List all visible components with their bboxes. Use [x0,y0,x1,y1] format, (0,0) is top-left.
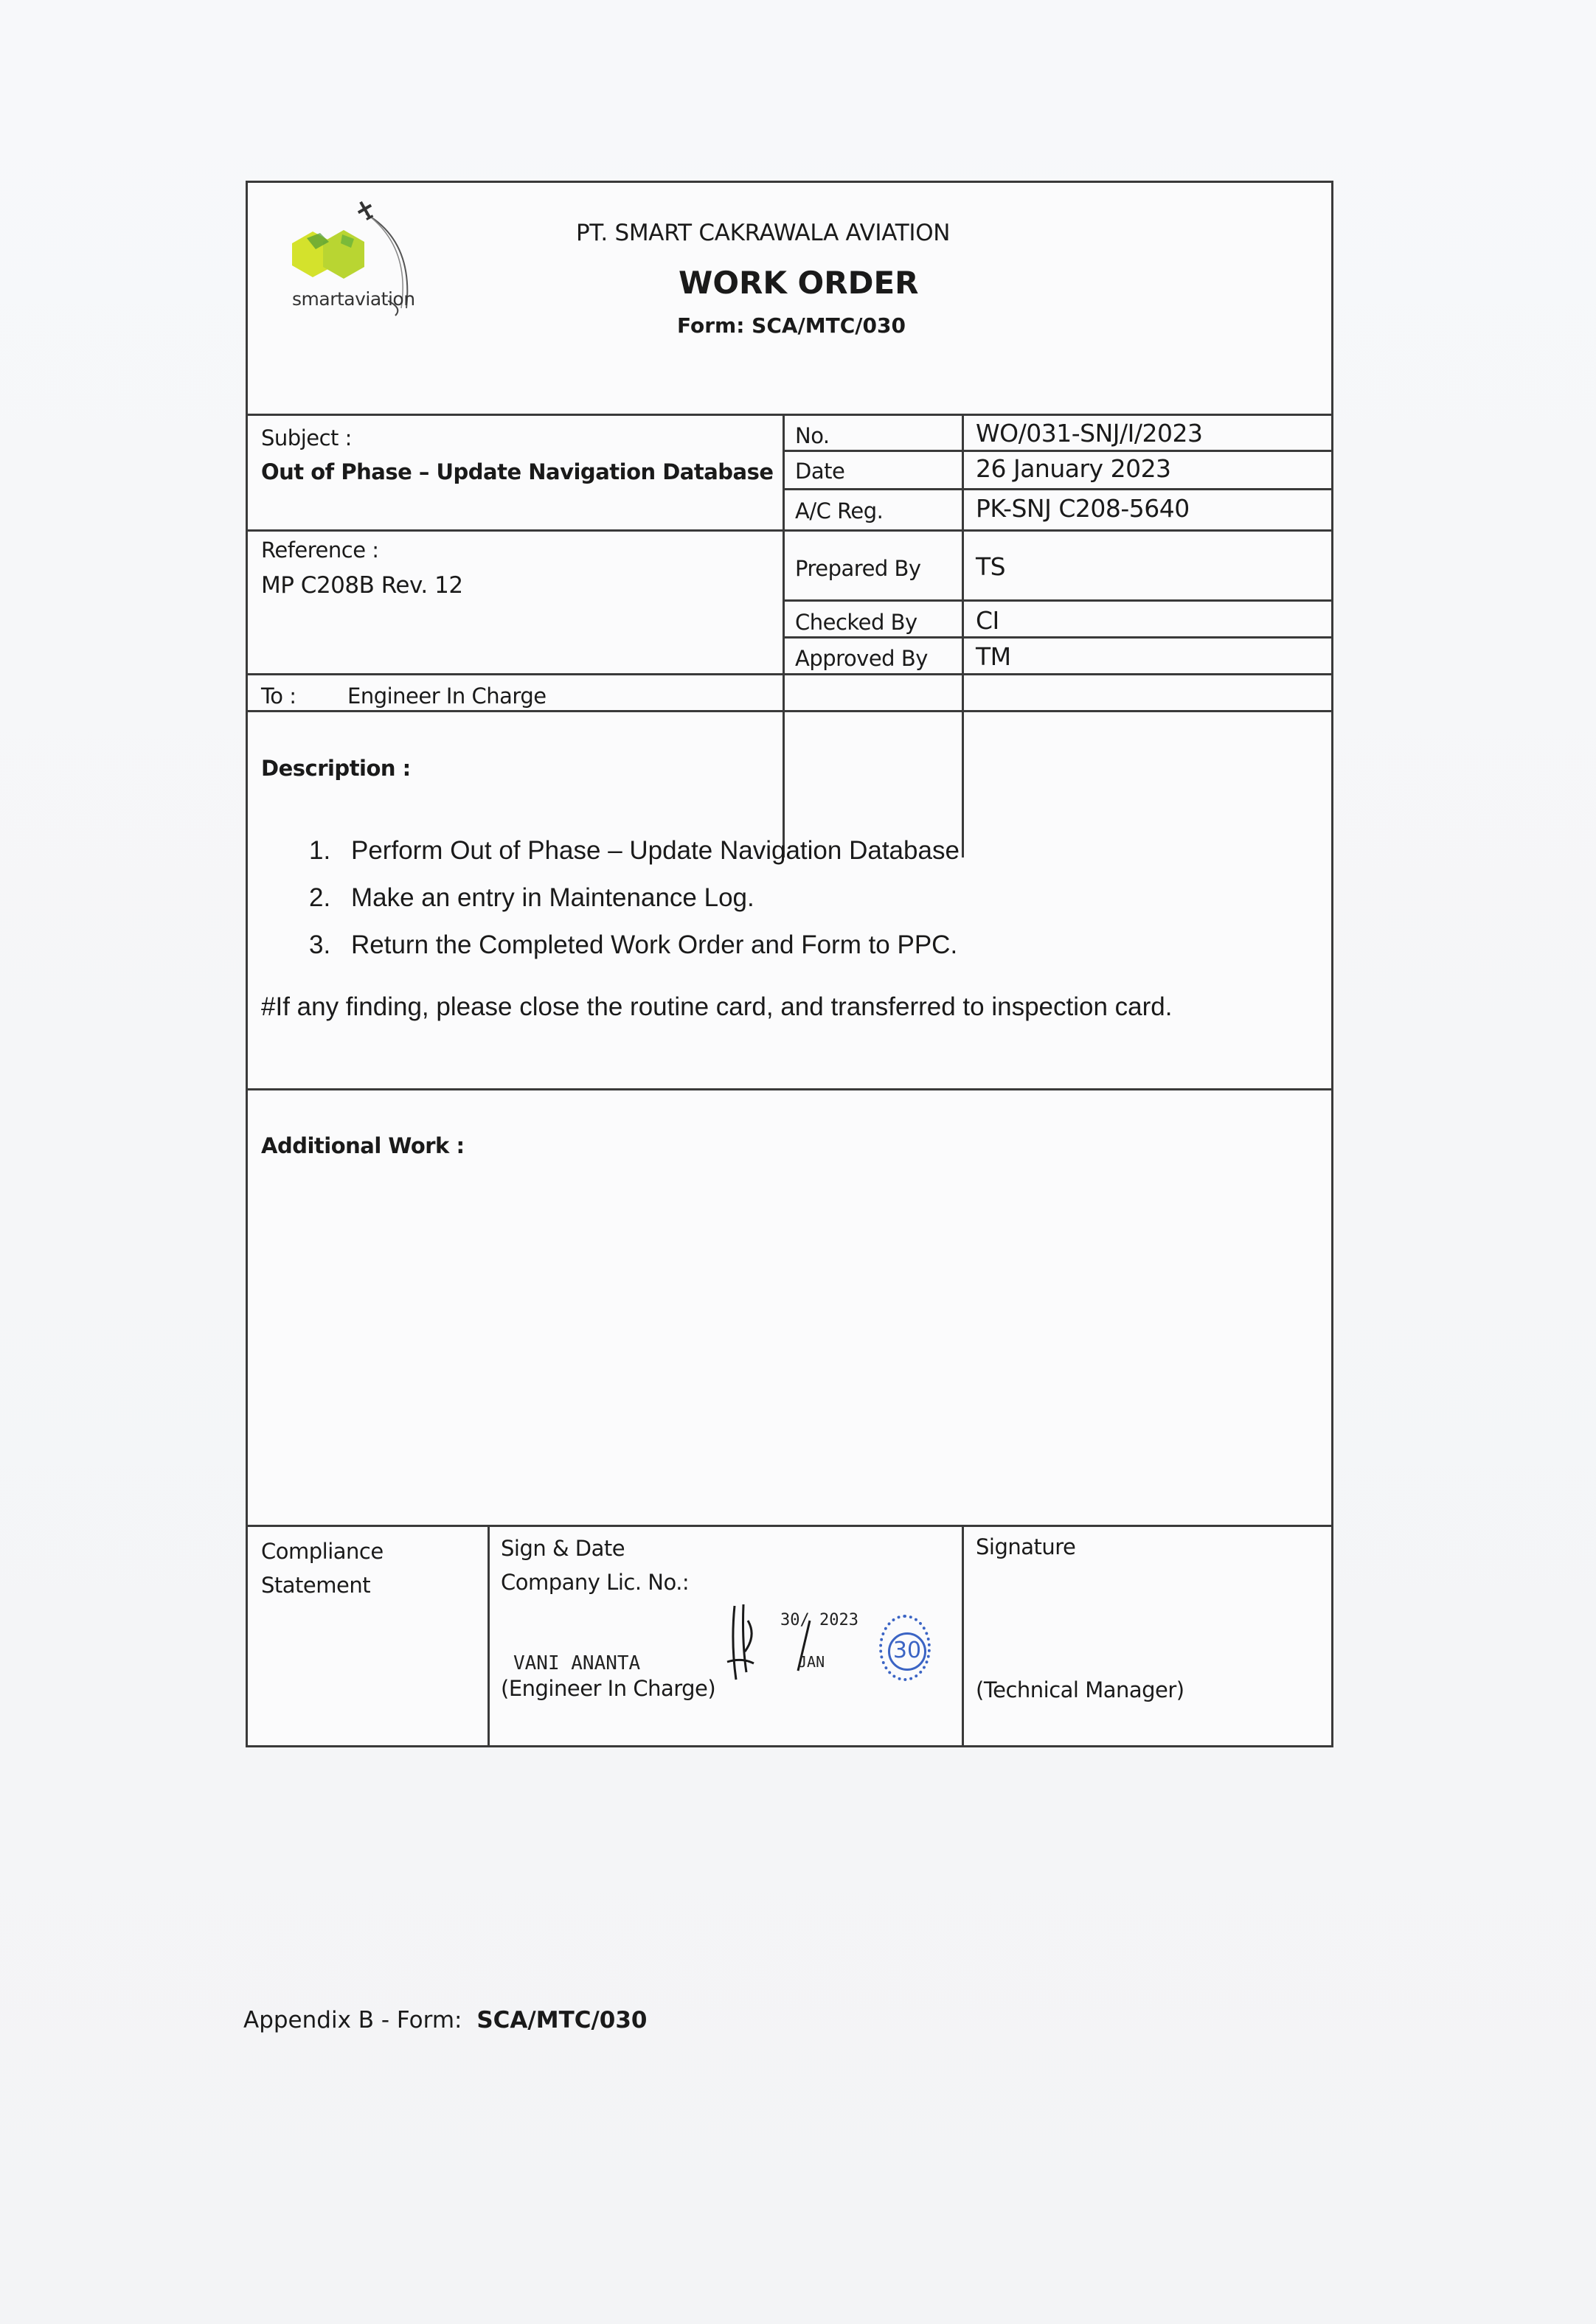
sign-date-label: Sign & Date [501,1536,625,1561]
info-value-ac-reg: PK-SNJ C208-5640 [976,494,1190,523]
description-item-text: Return the Completed Work Order and Form to PPC. [351,930,958,959]
to-value: Engineer In Charge [347,683,547,709]
description-item-text: Make an entry in Maintenance Log. [351,883,754,912]
info-value-date: 26 January 2023 [976,454,1171,483]
company-name: PT. SMART CAKRAWALA AVIATION [576,220,951,246]
compliance-label-line1: Compliance [261,1539,384,1564]
info-label-checked-by: Checked By [795,610,917,635]
handwritten-date-top: 30/ 2023 [780,1611,858,1629]
handwritten-date-bottom: JAN [798,1653,825,1671]
date-stamp [879,1615,931,1681]
description-label: Description : [261,756,411,781]
info-label-no: No. [795,423,830,448]
info-label-ac-reg: A/C Reg. [795,498,884,523]
subject-value: Out of Phase – Update Navigation Database [261,459,774,484]
logo-text: smartaviation [292,288,415,310]
reference-label: Reference : [261,537,379,563]
description-note: #If any finding, please close the routine card, and transferred to inspection card. [261,992,1173,1021]
info-label-prepared-by: Prepared By [795,556,921,581]
description-item-number: 1. [309,836,331,865]
footer-prefix: Appendix B - Form: [243,2007,462,2034]
signature-label: Signature [976,1534,1076,1559]
engineer-name: VANI ANANTA [513,1652,641,1674]
reference-value: MP C208B Rev. 12 [261,572,463,599]
additional-work-label: Additional Work : [261,1133,465,1158]
engineer-signature [720,1598,764,1687]
info-value-no: WO/031-SNJ/I/2023 [976,419,1203,448]
document-title: WORK ORDER [679,265,919,301]
footer-form-code: SCA/MTC/030 [476,2007,648,2034]
company-lic-label: Company Lic. No.: [501,1570,690,1595]
to-label: To : [261,683,296,709]
manager-signature-area[interactable] [971,1569,1325,1665]
subject-label: Subject : [261,425,352,450]
description-item-number: 3. [309,930,331,959]
manager-role: (Technical Manager) [976,1677,1184,1702]
form-code: Form: SCA/MTC/030 [677,313,906,338]
stamp-number: 30 [888,1632,926,1671]
company-logo [277,198,454,323]
page-footer [243,2007,648,2034]
additional-work-area[interactable] [255,1171,1325,1517]
work-order-form [246,181,1333,1747]
description-item-number: 2. [309,883,331,912]
engineer-role: (Engineer In Charge) [501,1676,716,1701]
info-value-approved-by: TM [976,642,1011,671]
info-value-prepared-by: TS [976,552,1006,581]
description-item-text: Perform Out of Phase – Update Navigation Database [351,836,960,865]
info-label-approved-by: Approved By [795,646,928,671]
info-label-date: Date [795,459,845,484]
compliance-label-line2: Statement [261,1573,371,1598]
info-value-checked-by: CI [976,606,999,635]
